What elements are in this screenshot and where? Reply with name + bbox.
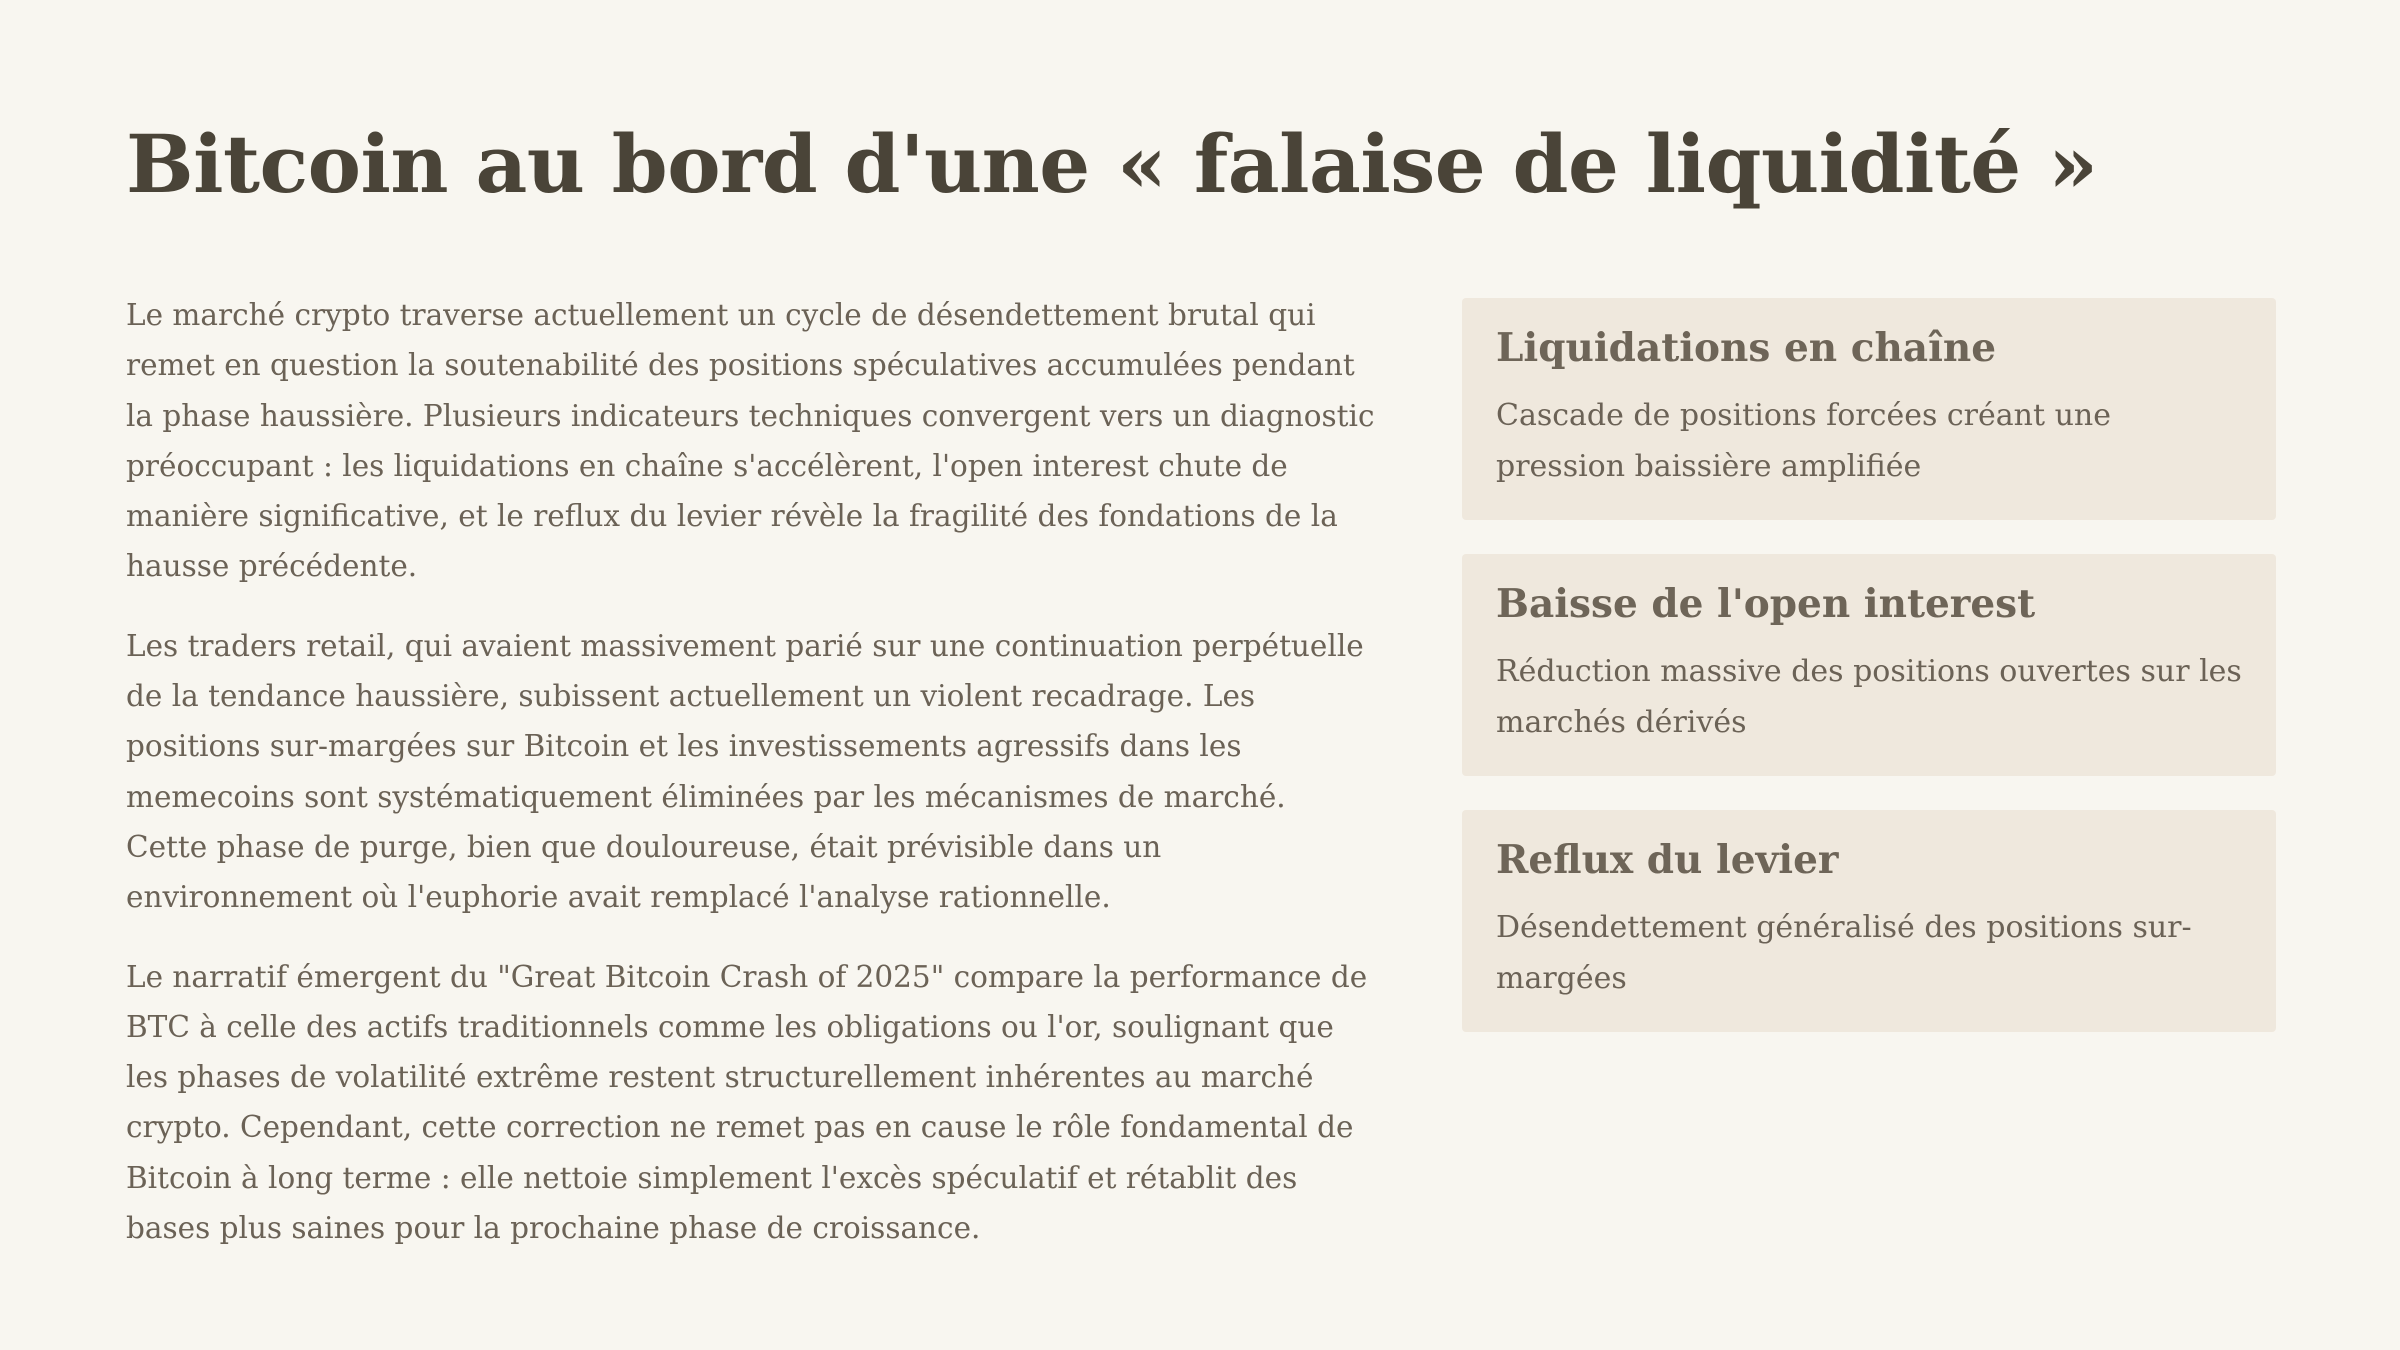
card-title: Reflux du levier xyxy=(1496,837,1839,883)
card-liquidations xyxy=(1462,298,2276,520)
article-body xyxy=(126,290,1376,1282)
card-open-interest xyxy=(1462,554,2276,776)
card-title: Baisse de l'open interest xyxy=(1496,581,2036,627)
article-paragraph-1: Le marché crypto traverse actuellement un cycle de désendettement brutal qui remet en question la soutenabilité des positions spéculatives accumulées pendant la phase haussière. Plusieurs indicateurs techniques convergent vers un diagnostic préoccupant : les liquidations en chaîne s'accélèrent, l'open interest chute de manière significative, et le reflux du levier révèle la fragilité des fondations de la hausse précédente. xyxy=(126,298,1375,584)
article-paragraph-3: Le narratif émergent du "Great Bitcoin Crash of 2025" compare la performance de BTC à celle des actifs traditionnels comme les obligations ou l'or, soulignant que les phases de volatilité extrême restent structurellement inhérentes au marché crypto. Cependant, cette correction ne remet pas en cause le rôle fondamental de Bitcoin à long terme : elle nettoie simplement l'excès spéculatif et rétablit des bases plus saines pour la prochaine phase de croissance. xyxy=(126,959,1368,1246)
card-text: Désendettement généralisé des positions sur-margées xyxy=(1496,910,2192,996)
card-text: Cascade de positions forcées créant une pression baissière amplifiée xyxy=(1496,398,2111,484)
card-leverage xyxy=(1462,810,2276,1032)
card-text: Réduction massive des positions ouvertes sur les marchés dérivés xyxy=(1496,654,2242,740)
page-title: Bitcoin au bord d'une « falaise de liquidité » xyxy=(126,117,2098,211)
card-title: Liquidations en chaîne xyxy=(1496,325,1997,371)
article-paragraph-2: Les traders retail, qui avaient massivement parié sur une continuation perpétuelle de la tendance haussière, subissent actuellement un violent recadrage. Les positions sur-margées sur Bitcoin et les investissements agressifs dans les memecoins sont systématiquement éliminées par les mécanismes de marché. Cette phase de purge, bien que douloureuse, était prévisible dans un environnement où l'euphorie avait remplacé l'analyse rationnelle. xyxy=(126,628,1364,915)
sidebar xyxy=(1462,298,2276,1066)
